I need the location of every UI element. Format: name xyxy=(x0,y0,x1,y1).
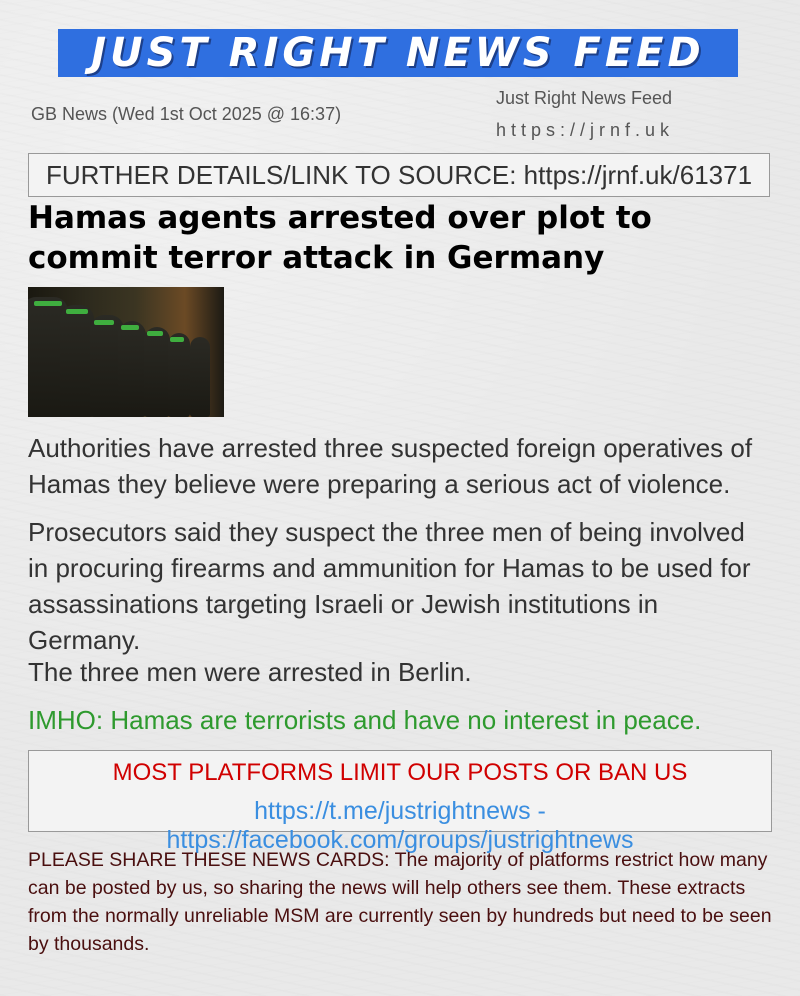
source-dateline: GB News (Wed 1st Oct 2025 @ 16:37) xyxy=(31,104,342,124)
article-headline: Hamas agents arrested over plot to commit terror attack in Germany xyxy=(28,200,652,276)
article-photo xyxy=(28,287,224,417)
site-url: https://jrnf.uk xyxy=(496,120,675,140)
source-link-box[interactable] xyxy=(28,153,770,197)
paragraph-1: Authorities have arrested three suspected foreign operatives of Hamas they believe were preparing a serious act of violence. xyxy=(28,433,753,499)
paragraph-2: Prosecutors said they suspect the three men of being involved in procuring firearms and ammunition for Hamas to be used for assassinations targeting Israeli or Jewish institutions in Germany. xyxy=(28,517,751,655)
platform-warning: MOST PLATFORMS LIMIT OUR POSTS OR BAN US xyxy=(112,759,688,786)
source-link-text[interactable]: FURTHER DETAILS/LINK TO SOURCE: https://jrnf.uk/61371 xyxy=(45,159,753,190)
site-banner xyxy=(58,29,738,77)
site-name: Just Right News Feed xyxy=(496,88,673,108)
platform-notice-box xyxy=(28,750,772,854)
social-links[interactable]: https://t.me/justrightnews - https://facebook.com/groups/justrightnews xyxy=(166,797,634,854)
paragraph-3: The three men were arrested in Berlin. xyxy=(28,657,472,687)
share-note: PLEASE SHARE THESE NEWS CARDS: The majority of platforms restrict how many can be posted by us, so sharing the news will help others see them. These extracts from the normally unreliable MSM are currently seen by hundreds but need to be seen by thousands. xyxy=(28,849,772,955)
imho-comment: IMHO: Hamas are terrorists and have no interest in peace. xyxy=(28,705,702,735)
banner-title: JUST RIGHT NEWS FEED xyxy=(91,30,705,76)
